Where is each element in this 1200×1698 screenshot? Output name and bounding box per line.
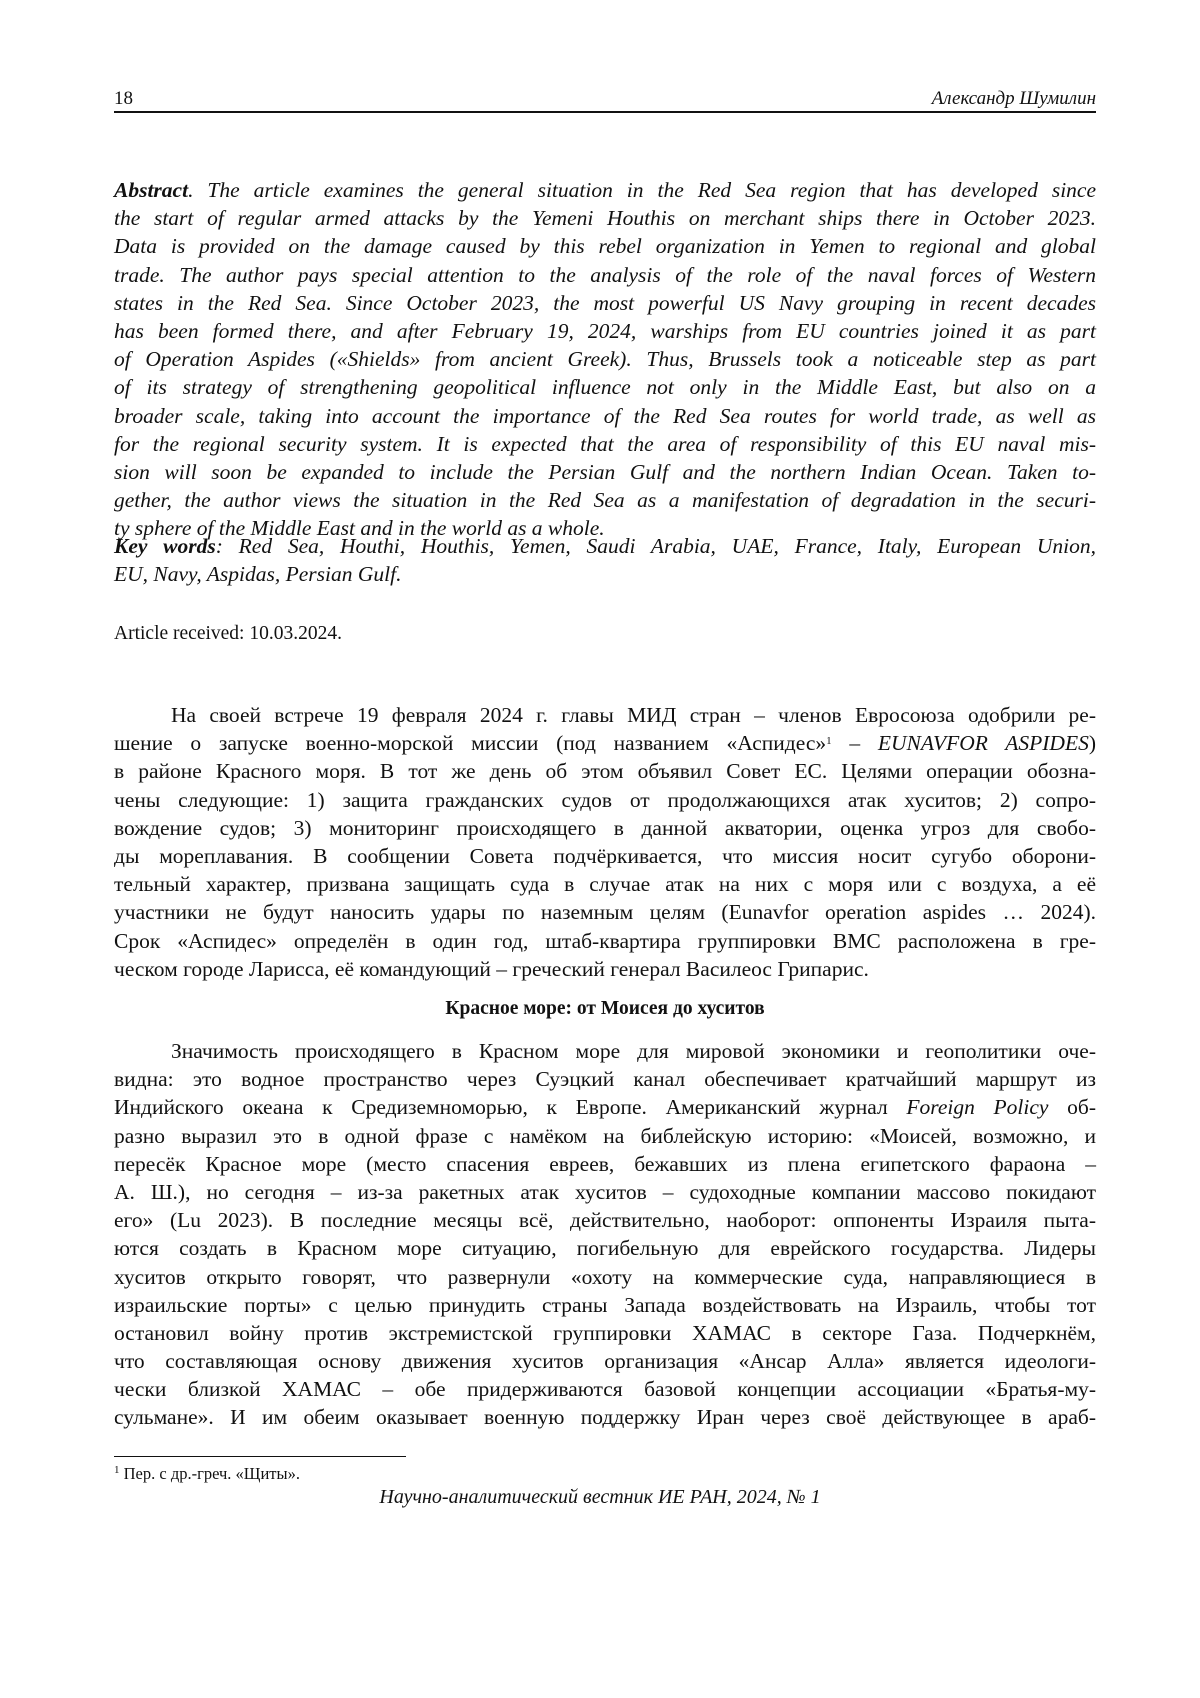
paragraph-line	[114, 729, 1096, 757]
paragraph-line-text: Индийского океана к Средиземноморью, к Европе. Американский журнал	[114, 1095, 907, 1120]
paragraph-line: разно выразил это в одной фразе с намёком на библейскую историю: «Моисей, возможно, и	[114, 1123, 1096, 1148]
abstract-line: has been formed there, and after February 19, 2024, warships from EU countries joined it as part	[114, 318, 1096, 343]
page-number: 18	[114, 88, 133, 109]
paragraph-line: участники не будут наносить удары по наземным целям (Eunavfor operation aspides … 2024).	[114, 900, 1096, 925]
abstract-line: the start of regular armed attacks by the Yemeni Houthis on merchant ships there in October 2023.	[114, 206, 1096, 231]
article-received: Article received: 10.03.2024.	[114, 623, 342, 644]
paragraph-line: ческом городе Ларисса, её командующий – греческий генерал Василеос Грипарис.	[114, 956, 869, 981]
footnote-number: 1	[114, 1464, 120, 1476]
paragraph-line: израильские порты» с целью принудить страны Запада воздействовать на Израиль, чтобы тот	[114, 1292, 1096, 1317]
keywords-line: EU, Navy, Aspidas, Persian Gulf.	[114, 562, 402, 587]
abstract-line: broader scale, taking into account the importance of the Red Sea routes for world trade, as well as	[114, 403, 1096, 428]
abstract-line-text: . The article examines the general situation in the Red Sea region that has developed since	[188, 178, 1096, 202]
abstract-line: gether, the author views the situation in the Red Sea as a manifestation of degradation in the securi-	[114, 488, 1096, 513]
footnote-rule	[114, 1456, 406, 1457]
paragraph-line: в районе Красного моря. В тот же день об этом объявил Совет ЕС. Целями операции обозна-	[114, 759, 1096, 784]
body-paragraph	[114, 701, 1096, 983]
mission-name: EUNAVFOR ASPIDES	[877, 731, 1089, 756]
footnote-text: Пер. с др.-греч. «Щиты».	[119, 1464, 300, 1483]
abstract-label: Abstract	[114, 178, 189, 202]
paragraph-line: тельный характер, призвана защищать суда в случае атак на них с моря или с воздуха, а её	[114, 872, 1096, 897]
journal-title: Foreign Policy	[906, 1095, 1049, 1120]
paragraph-line: видна: это водное пространство через Суэцкий канал обеспечивает кратчайший маршрут из	[114, 1067, 1096, 1092]
paragraph-line: хуситов открыто говорят, что развернули «охоту на коммерческие суда, направляющиеся в	[114, 1264, 1096, 1289]
paragraph-line: сульмане». И им обеим оказывает военную поддержку Иран через своё действующее в араб-	[114, 1405, 1096, 1430]
paragraph-line: ды мореплавания. В сообщении Совета подчёркивается, что миссия носит сугубо оборони-	[114, 843, 1096, 868]
paragraph-line-text: об-	[1048, 1095, 1096, 1120]
paragraph-line: остановил войну против экстремистской группировки ХАМАС в секторе Газа. Подчеркнём,	[114, 1320, 1096, 1345]
paragraph-line-text: шение о запуске военно-морской миссии (под названием «Аспидес»	[114, 731, 827, 756]
journal-footer: Научно-аналитический вестник ИЕ РАН, 2024, № 1	[379, 1486, 821, 1508]
paragraph-line: чены следующие: 1) защита гражданских судов от продолжающихся атак хуситов; 2) сопро-	[114, 787, 1096, 812]
footnote	[114, 1462, 300, 1486]
abstract-line: Data is provided on the damage caused by this rebel organization in Yemen to regional and global	[114, 234, 1096, 259]
paragraph-line: его» (Lu 2023). В последние месяцы всё, действительно, наоборот: оппоненты Израиля пыта-	[114, 1208, 1096, 1233]
paragraph-line	[114, 1093, 1096, 1121]
abstract-line: sion will soon be expanded to include the Persian Gulf and the northern Indian Ocean. Taken to-	[114, 459, 1096, 484]
paragraph-line: чески близкой ХАМАС – обе придерживаются базовой концепции ассоциации «Братья-му-	[114, 1377, 1096, 1402]
paragraph-line: пересёк Красное море (место спасения евреев, бежавших из плена египетского фараона –	[114, 1151, 1096, 1176]
keywords-line	[114, 532, 1096, 560]
paragraph-line: На своей встрече 19 февраля 2024 г. главы МИД стран – членов Евросоюза одобрили ре-	[171, 703, 1096, 727]
abstract-line: of its strategy of strengthening geopolitical influence not only in the Middle East, but also on a	[114, 375, 1096, 400]
keywords	[114, 532, 1096, 588]
header-rule	[114, 111, 1096, 113]
running-head-author: Александр Шумилин	[931, 88, 1096, 109]
paragraph-line: А. Ш.), но сегодня – из-за ракетных атак хуситов – судоходные компании массово покидают	[114, 1179, 1096, 1204]
body-paragraph	[114, 1037, 1096, 1432]
section-heading: Красное море: от Моисея до хуситов	[445, 998, 765, 1019]
paragraph-line: что составляющая основу движения хуситов организация «Ансар Алла» является идеологи-	[114, 1349, 1096, 1374]
paragraph-line: Значимость происходящего в Красном море для мировой экономики и геополитики оче-	[171, 1039, 1096, 1063]
paragraph-line-text: –	[831, 731, 878, 756]
keywords-label: Key words	[114, 534, 216, 558]
abstract-line: for the regional security system. It is expected that the area of responsibility of this EU naval mis-	[114, 431, 1096, 456]
abstract-line: trade. The author pays special attention to the analysis of the role of the naval forces of Western	[114, 262, 1096, 287]
abstract-line: ty sphere of the Middle East and in the world as a whole.	[114, 516, 605, 541]
abstract	[114, 176, 1096, 542]
footnote-reference: 1	[826, 735, 832, 748]
paragraph-line: ются создать в Красном море ситуацию, погибельную для еврейского государства. Лидеры	[114, 1236, 1096, 1261]
paragraph-line: Срок «Аспидес» определён в один год, штаб-квартира группировки ВМС расположена в гре-	[114, 928, 1096, 953]
paragraph-line: вождение судов; 3) мониторинг происходящего в данной акватории, оценка угроз для свобо-	[114, 815, 1096, 840]
keywords-line-text: : Red Sea, Houthi, Houthis, Yemen, Saudi Arabia, UAE, France, Italy, European Union,	[215, 534, 1096, 558]
abstract-line: of Operation Aspides («Shields» from ancient Greek). Thus, Brussels took a noticeable step as part	[114, 347, 1096, 372]
abstract-line	[114, 176, 1096, 204]
paragraph-line-text: )	[1088, 731, 1097, 756]
abstract-line: states in the Red Sea. Since October 2023, the most powerful US Navy grouping in recent decades	[114, 290, 1096, 315]
